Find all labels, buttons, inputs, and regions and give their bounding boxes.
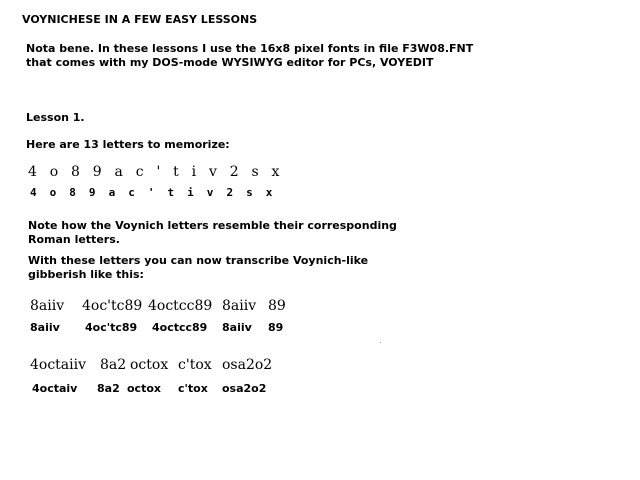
voynich-word: 8aiiv [222,298,257,314]
roman-letters-row: 4 o 8 9 a c ' t i v 2 s x [30,186,276,199]
roman-word: 4octaiv [32,382,78,395]
roman-word: 4oc'tc89 [85,321,138,334]
roman-word: 8aiiv [222,321,252,334]
roman-word: 8aiiv [30,321,60,334]
voynich-word: octox [130,357,169,373]
roman-word: 89 [268,321,284,334]
stray-pixel [380,342,381,343]
roman-word: 4octcc89 [152,321,208,334]
roman-word: osa2o2 [222,382,267,395]
voynich-word: 4octcc89 [148,298,213,314]
roman-word: octox [127,382,161,395]
voynich-word: 8a2 [100,357,127,373]
letters-intro: Here are 13 letters to memorize: [26,138,230,151]
note-line-2: Roman letters. [28,233,120,246]
roman-word: 8a2 [97,382,120,395]
nota-bene-line-2: that comes with my DOS-mode WYSIWYG editor for PCs, VOYEDIT [26,56,434,69]
page-title: VOYNICHESE IN A FEW EASY LESSONS [22,13,258,26]
nota-bene-line-1: Nota bene. In these lessons I use the 16x8 pixel fonts in file F3W08.FNT [26,42,474,55]
voynich-word: c'tox [178,357,212,373]
with-line-2: gibberish like this: [28,268,144,281]
voynich-word: 4oc'tc89 [82,298,143,314]
voynich-word: 4octaiiv [30,357,87,373]
voynich-word: osa2o2 [222,357,273,373]
with-line-1: With these letters you can now transcribe Voynich-like [28,254,369,267]
note-line-1: Note how the Voynich letters resemble their corresponding [28,219,397,232]
voynich-word: 8aiiv [30,298,65,314]
voynich-letters-row: 4 o 8 9 a c ' t i v 2 s x [28,164,284,180]
roman-word: c'tox [178,382,208,395]
voynich-word: 89 [268,298,286,314]
lesson-heading: Lesson 1. [26,111,85,124]
